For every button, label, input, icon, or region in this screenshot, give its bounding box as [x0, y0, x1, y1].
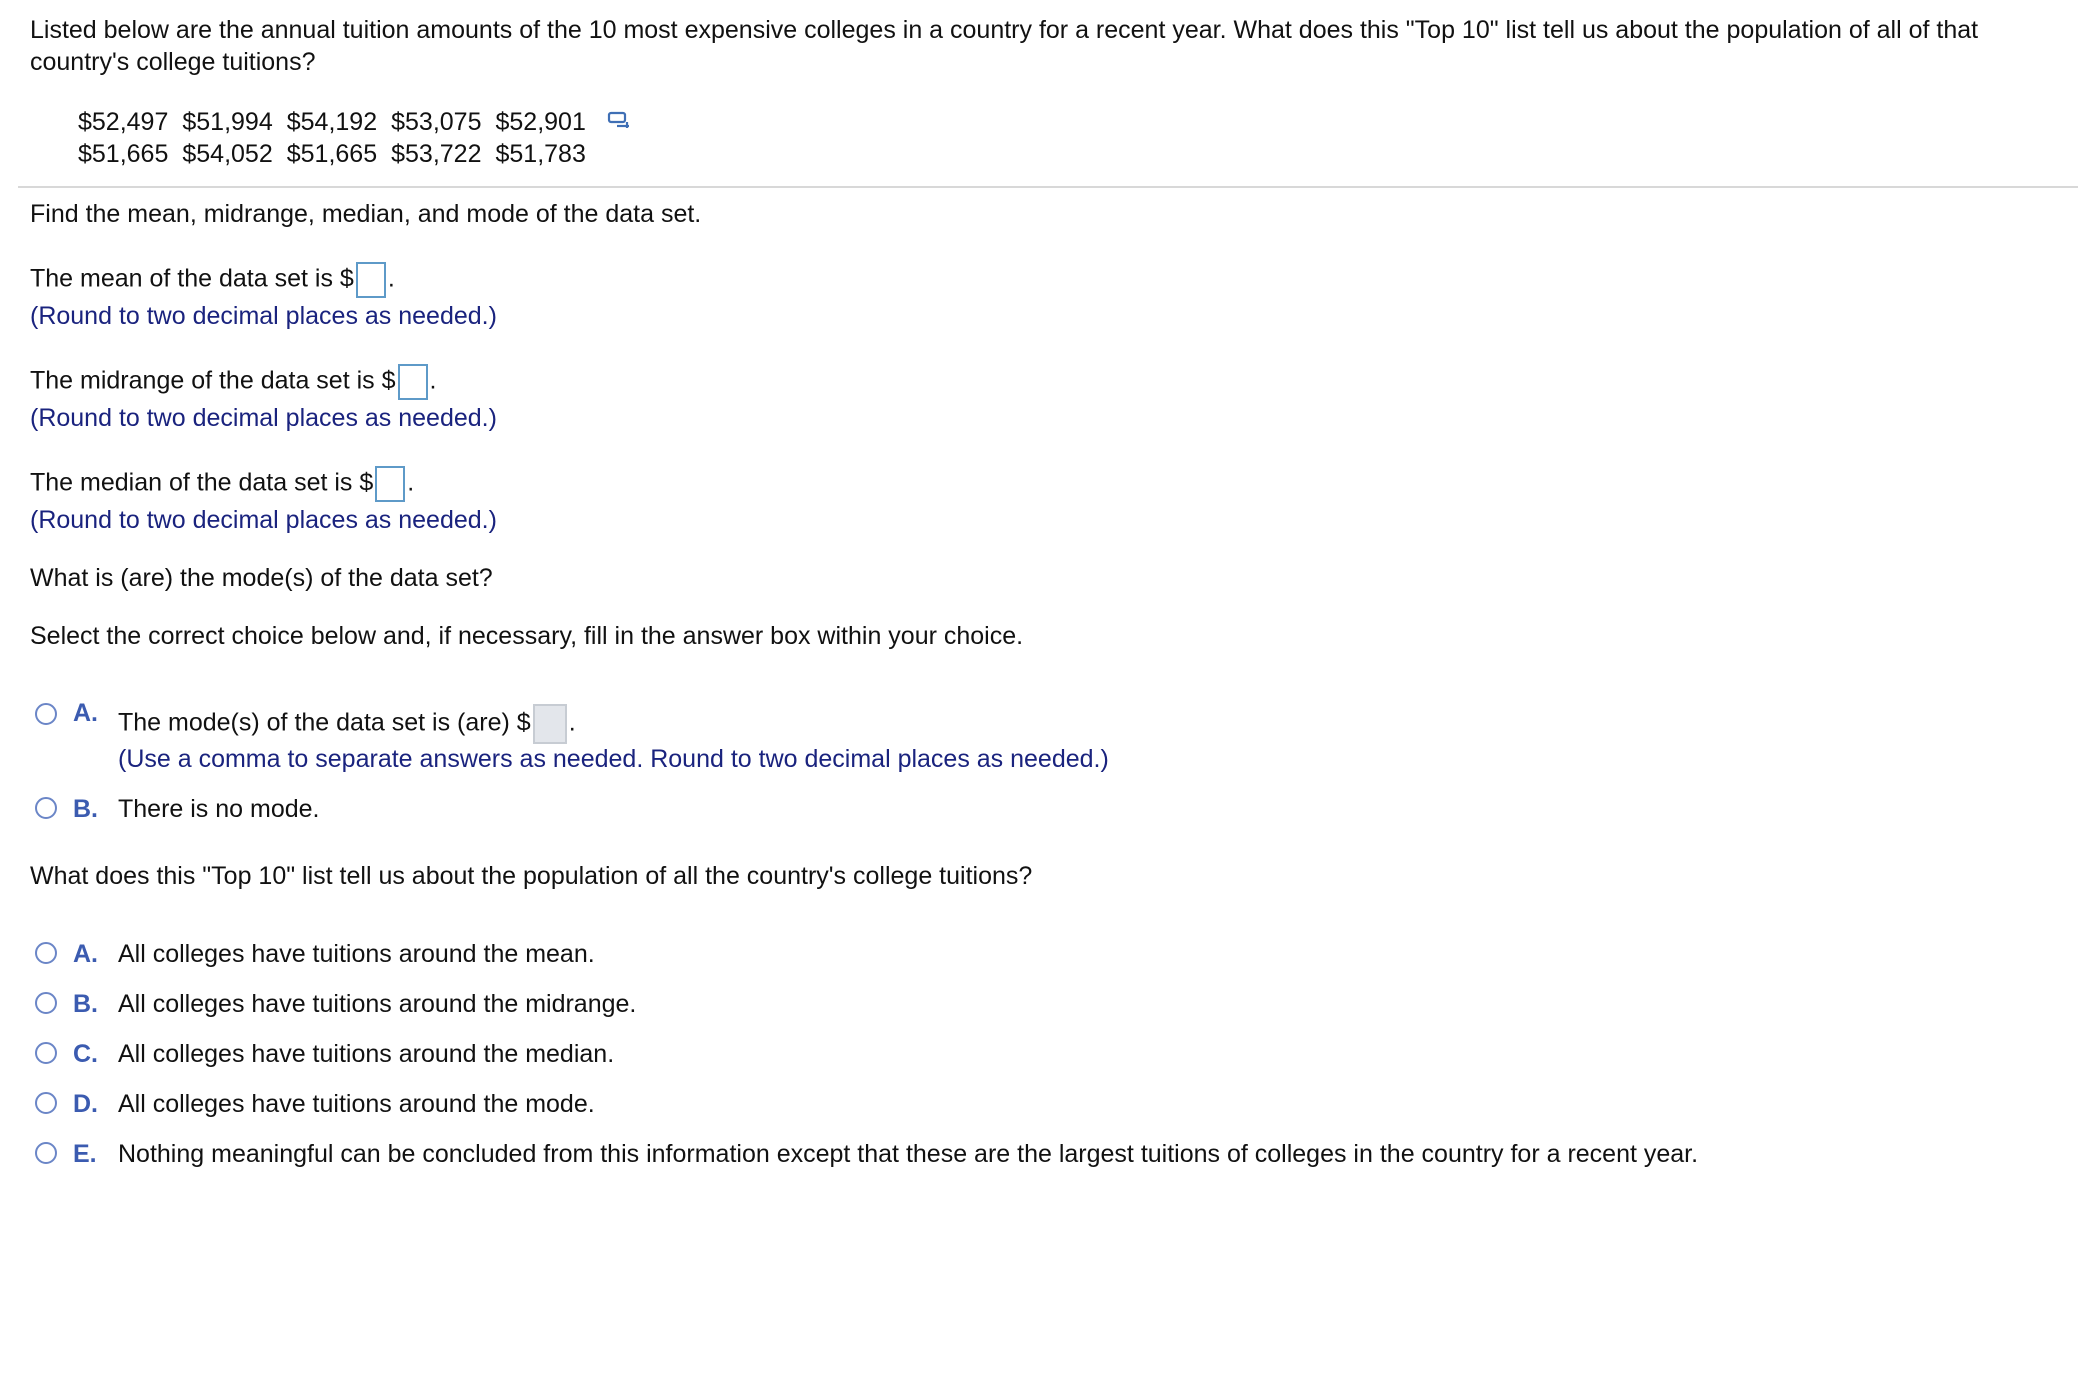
data-value: $53,722	[391, 140, 482, 168]
midrange-answer-input[interactable]	[398, 364, 428, 400]
midrange-label: The midrange of the data set is $	[30, 366, 396, 395]
data-value: $51,665	[78, 140, 169, 168]
mean-label: The mean of the data set is $	[30, 264, 354, 293]
population-option-d-text: All colleges have tuitions around the mode.	[118, 1090, 595, 1118]
population-option-a-letter: A.	[73, 940, 98, 968]
mode-option-a-hint: (Use a comma to separate answers as needed. Round to two decimal places as needed.)	[118, 745, 1109, 773]
period: .	[387, 264, 395, 293]
data-row-1	[78, 108, 632, 138]
population-option-c-letter: C.	[73, 1040, 98, 1068]
population-option-b-radio[interactable]	[35, 992, 57, 1014]
period: .	[568, 708, 576, 737]
data-value: $54,052	[182, 140, 273, 168]
mode-question: What is (are) the mode(s) of the data set?	[30, 564, 493, 592]
data-value: $54,192	[286, 108, 378, 136]
mean-round-hint: (Round to two decimal places as needed.)	[30, 302, 497, 330]
mode-option-a-letter: A.	[73, 699, 98, 727]
median-answer-input[interactable]	[375, 466, 405, 502]
population-option-b-text: All colleges have tuitions around the midrange.	[118, 990, 637, 1018]
question-intro: Listed below are the annual tuition amounts of the 10 most expensive colleges in a country for a recent year. What does this "Top 10" list tell us about the population of all of that country's college tuitions?	[30, 16, 1979, 76]
median-label: The median of the data set is $	[30, 468, 374, 497]
section-divider	[18, 186, 2078, 188]
data-value: $52,497	[78, 108, 169, 136]
mean-question	[30, 262, 395, 298]
mode-option-b-radio[interactable]	[35, 797, 57, 819]
median-round-hint: (Round to two decimal places as needed.)	[30, 506, 497, 534]
population-option-e-text: Nothing meaningful can be concluded from this information except that these are the largest tuitions of colleges in the country for a recent year.	[118, 1140, 1699, 1168]
population-option-e-letter: E.	[73, 1140, 97, 1168]
population-option-c-text: All colleges have tuitions around the median.	[118, 1040, 615, 1068]
population-option-d-radio[interactable]	[35, 1092, 57, 1114]
data-row-2	[78, 140, 600, 169]
population-option-b-letter: B.	[73, 990, 98, 1018]
population-option-e-radio[interactable]	[35, 1142, 57, 1164]
mode-option-b-letter: B.	[73, 795, 98, 823]
find-prompt: Find the mean, midrange, median, and mode of the data set.	[30, 200, 702, 228]
period: .	[407, 468, 415, 497]
midrange-question	[30, 364, 436, 400]
data-value: $53,075	[391, 108, 482, 136]
data-value: $51,665	[286, 140, 378, 168]
mean-answer-input[interactable]	[356, 262, 386, 298]
mode-option-a-radio[interactable]	[35, 703, 57, 725]
copy-data-icon[interactable]	[606, 109, 632, 138]
mode-option-a	[118, 704, 576, 744]
population-option-a-radio[interactable]	[35, 942, 57, 964]
select-instruction: Select the correct choice below and, if necessary, fill in the answer box within your choice.	[30, 622, 1024, 650]
population-option-d-letter: D.	[73, 1090, 98, 1118]
data-value: $52,901	[495, 108, 586, 136]
population-option-c-radio[interactable]	[35, 1042, 57, 1064]
population-question: What does this "Top 10" list tell us about the population of all the country's college tuitions?	[30, 862, 1033, 890]
median-question	[30, 466, 414, 502]
mode-answer-input[interactable]	[533, 704, 567, 744]
data-value: $51,994	[182, 108, 273, 136]
data-value: $51,783	[495, 140, 586, 168]
population-option-a-text: All colleges have tuitions around the mean.	[118, 940, 595, 968]
mode-option-b-text: There is no mode.	[118, 795, 320, 823]
period: .	[429, 366, 437, 395]
midrange-round-hint: (Round to two decimal places as needed.)	[30, 404, 497, 432]
mode-option-a-text: The mode(s) of the data set is (are) $	[118, 708, 531, 737]
